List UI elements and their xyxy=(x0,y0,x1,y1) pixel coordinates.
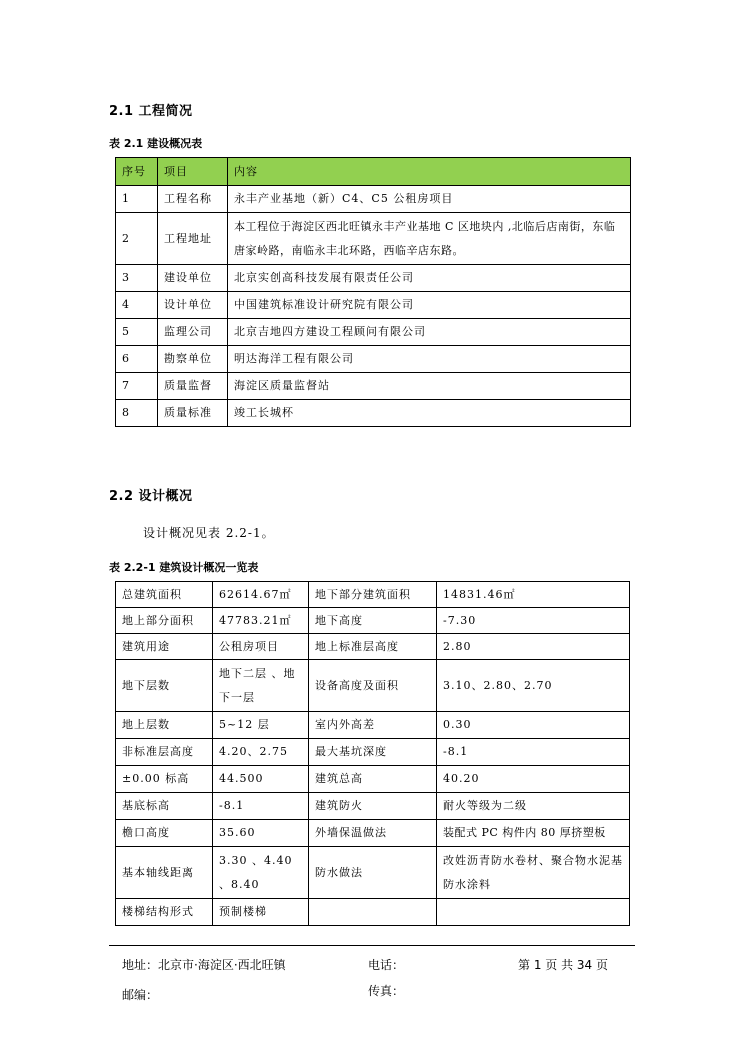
row-item: 质量标准 xyxy=(158,400,228,427)
cell-label: 建筑总高 xyxy=(309,766,437,793)
cell-value: 装配式 PC 构件内 80 厚挤塑板 xyxy=(437,820,630,847)
footer-fax: 传真： xyxy=(368,984,405,998)
row-number: 3 xyxy=(116,265,158,292)
table-row xyxy=(116,292,631,319)
footer-address: 地址：北京市·海淀区·西北旺镇 xyxy=(122,958,286,972)
cell-value: 公租房项目 xyxy=(213,634,309,660)
cell-label: 地上标准层高度 xyxy=(309,634,437,660)
table-row xyxy=(116,766,630,793)
header-cell: 项目 xyxy=(158,158,228,186)
cell-label: 地下部分建筑面积 xyxy=(309,582,437,608)
cell-value: -7.30 xyxy=(437,608,630,634)
table-row xyxy=(116,186,631,213)
header-cell: 序号 xyxy=(116,158,158,186)
row-content: 中国建筑标准设计研究院有限公司 xyxy=(228,292,631,319)
row-item: 监理公司 xyxy=(158,319,228,346)
row-content: 明达海洋工程有限公司 xyxy=(228,346,631,373)
table-row xyxy=(116,899,630,926)
cell-value: 47783.21㎡ xyxy=(213,608,309,634)
building-design-table xyxy=(115,581,630,926)
cell-label: 地上部分面积 xyxy=(116,608,213,634)
table-row xyxy=(116,847,630,899)
table-row xyxy=(116,660,630,712)
table-row xyxy=(116,582,630,608)
table-row xyxy=(116,213,631,265)
table-row xyxy=(116,319,631,346)
row-content: 永丰产业基地（新）C4、C5 公租房项目 xyxy=(228,186,631,213)
cell-label: 最大基坑深度 xyxy=(309,739,437,766)
row-content: 本工程位于海淀区西北旺镇永丰产业基地 C 区地块内 ,北临后店南街，东临唐家岭路，南临永丰北环路，西临辛店东路。 xyxy=(228,213,631,265)
cell-label: 楼梯结构形式 xyxy=(116,899,213,926)
table-row xyxy=(116,400,631,427)
row-number: 6 xyxy=(116,346,158,373)
cell-label: ±0.00 标高 xyxy=(116,766,213,793)
cell-value: -8.1 xyxy=(437,739,630,766)
cell-label: 设备高度及面积 xyxy=(309,660,437,712)
cell-value: 0.30 xyxy=(437,712,630,739)
cell-value xyxy=(437,899,630,926)
row-number: 7 xyxy=(116,373,158,400)
cell-value: 3.10、2.80、2.70 xyxy=(437,660,630,712)
cell-label: 建筑防火 xyxy=(309,793,437,820)
design-overview-paragraph: 设计概况见表 2.2-1。 xyxy=(143,526,275,540)
row-item: 建设单位 xyxy=(158,265,228,292)
cell-value: 62614.67㎡ xyxy=(213,582,309,608)
cell-value: 5~12 层 xyxy=(213,712,309,739)
footer-page-number: 第 1 页 共 34 页 xyxy=(518,958,608,972)
cell-label: 非标准层高度 xyxy=(116,739,213,766)
table-row xyxy=(116,346,631,373)
row-number: 4 xyxy=(116,292,158,319)
cell-label: 防水做法 xyxy=(309,847,437,899)
cell-label: 基本轴线距离 xyxy=(116,847,213,899)
row-item: 工程地址 xyxy=(158,213,228,265)
row-item: 设计单位 xyxy=(158,292,228,319)
cell-label: 总建筑面积 xyxy=(116,582,213,608)
cell-value: 44.500 xyxy=(213,766,309,793)
table-row xyxy=(116,634,630,660)
row-number: 2 xyxy=(116,213,158,265)
table-row xyxy=(116,608,630,634)
row-number: 5 xyxy=(116,319,158,346)
row-content: 竣工长城杯 xyxy=(228,400,631,427)
table-row xyxy=(116,820,630,847)
cell-value: 改姓沥青防水卷材、聚合物水泥基防水涂料 xyxy=(437,847,630,899)
row-number: 1 xyxy=(116,186,158,213)
cell-value: 3.30 、4.40 、8.40 xyxy=(213,847,309,899)
cell-label: 建筑用途 xyxy=(116,634,213,660)
table-row xyxy=(116,265,631,292)
row-content: 海淀区质量监督站 xyxy=(228,373,631,400)
cell-label: 地下层数 xyxy=(116,660,213,712)
cell-value: 35.60 xyxy=(213,820,309,847)
cell-value: 2.80 xyxy=(437,634,630,660)
table-caption-construction-overview: 表 2.1 建设概况表 xyxy=(109,137,203,150)
row-item: 勘察单位 xyxy=(158,346,228,373)
table-row xyxy=(116,793,630,820)
row-content: 北京吉地四方建设工程顾问有限公司 xyxy=(228,319,631,346)
footer-postcode: 邮编： xyxy=(122,988,159,1002)
cell-label: 地下高度 xyxy=(309,608,437,634)
cell-label: 地上层数 xyxy=(116,712,213,739)
construction-overview-table xyxy=(115,157,631,427)
cell-label: 檐口高度 xyxy=(116,820,213,847)
footer-divider xyxy=(109,945,635,946)
section-heading-project-overview: 2.1 工程简况 xyxy=(109,104,193,119)
header-cell: 内容 xyxy=(228,158,631,186)
row-content: 北京实创高科技发展有限责任公司 xyxy=(228,265,631,292)
footer-fax-clipped xyxy=(368,984,428,998)
cell-value: 预制楼梯 xyxy=(213,899,309,926)
cell-label: 外墙保温做法 xyxy=(309,820,437,847)
footer-phone: 电话： xyxy=(368,958,405,972)
cell-value: 40.20 xyxy=(437,766,630,793)
row-item: 质量监督 xyxy=(158,373,228,400)
row-number: 8 xyxy=(116,400,158,427)
cell-label: 基底标高 xyxy=(116,793,213,820)
row-item: 工程名称 xyxy=(158,186,228,213)
cell-value: 地下二层 、地下一层 xyxy=(213,660,309,712)
cell-value: -8.1 xyxy=(213,793,309,820)
cell-value: 耐火等级为二级 xyxy=(437,793,630,820)
table-row xyxy=(116,712,630,739)
cell-label xyxy=(309,899,437,926)
table-header-row xyxy=(116,158,631,186)
cell-value: 4.20、2.75 xyxy=(213,739,309,766)
section-heading-design-overview: 2.2 设计概况 xyxy=(109,489,193,504)
table-caption-building-design: 表 2.2-1 建筑设计概况一览表 xyxy=(109,561,259,574)
table-row xyxy=(116,373,631,400)
cell-label: 室内外高差 xyxy=(309,712,437,739)
table-row xyxy=(116,739,630,766)
cell-value: 14831.46㎡ xyxy=(437,582,630,608)
